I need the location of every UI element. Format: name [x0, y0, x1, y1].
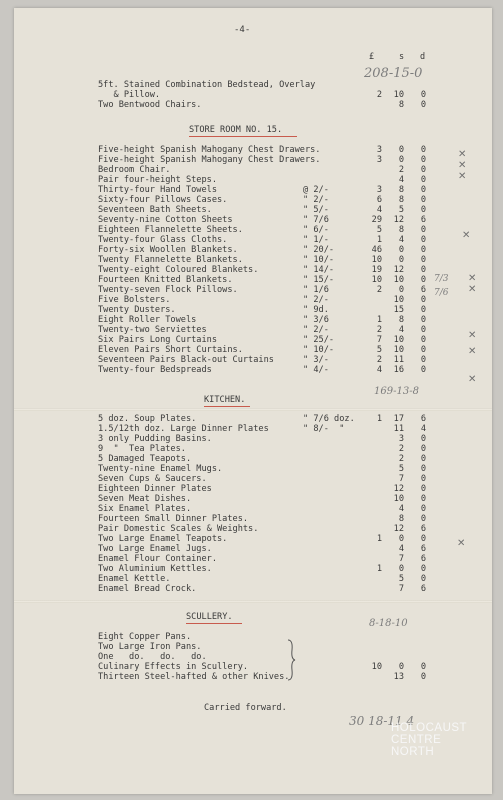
item-pence: 0	[420, 205, 426, 215]
line-item	[14, 365, 492, 375]
item-description: Culinary Effects in Scullery.	[98, 662, 249, 672]
item-pence: 0	[420, 494, 426, 504]
item-pence: 0	[420, 662, 426, 672]
item-shillings: 2	[398, 165, 404, 175]
line-item	[14, 444, 492, 454]
item-shillings: 7	[398, 474, 404, 484]
item-pounds: 7	[376, 335, 382, 345]
item-description: Twenty-seven Flock Pillows.	[98, 285, 238, 295]
item-shillings: 7	[398, 584, 404, 594]
line-item	[14, 80, 492, 90]
line-item	[14, 235, 492, 245]
item-description: Twenty-eight Coloured Blankets.	[98, 265, 259, 275]
item-pounds: 10	[371, 255, 382, 265]
item-pence: 6	[420, 524, 426, 534]
item-pounds: 6	[376, 195, 382, 205]
item-pence: 6	[420, 215, 426, 225]
line-item	[14, 514, 492, 524]
item-shillings: 5	[398, 205, 404, 215]
item-pence: 0	[420, 464, 426, 474]
item-description: Six Enamel Plates.	[98, 504, 192, 514]
item-shillings: 11	[393, 424, 404, 434]
item-description: 5ft. Stained Combination Bedstead, Overlay	[98, 80, 316, 90]
item-pence: 6	[420, 544, 426, 554]
item-pounds: 1	[376, 315, 382, 325]
item-description: Seven Meat Dishes.	[98, 494, 192, 504]
item-shillings: 3	[398, 434, 404, 444]
item-shillings: 12	[393, 524, 404, 534]
item-description: Thirty-four Hand Towels	[98, 185, 217, 195]
item-description: Seventeen Bath Sheets.	[98, 205, 212, 215]
item-pence: 0	[420, 185, 426, 195]
item-shillings: 7	[398, 554, 404, 564]
item-rate: " 2/-	[303, 195, 329, 205]
pencil-note: 7/6	[434, 288, 449, 298]
item-description: Fourteen Small Dinner Plates.	[98, 514, 249, 524]
item-pence: 6	[420, 414, 426, 424]
line-item	[14, 355, 492, 365]
item-pence: 0	[420, 345, 426, 355]
item-shillings: 0	[398, 285, 404, 295]
item-description: Two Aluminium Kettles.	[98, 564, 212, 574]
item-description: One do. do. do.	[98, 652, 207, 662]
item-pence: 0	[420, 235, 426, 245]
item-shillings: 8	[398, 315, 404, 325]
item-pounds: 4	[376, 205, 382, 215]
line-item	[14, 205, 492, 215]
item-description: Seventeen Pairs Black-out Curtains	[98, 355, 274, 365]
item-shillings: 2	[398, 454, 404, 464]
item-pence: 0	[420, 484, 426, 494]
item-pence: 0	[420, 155, 426, 165]
item-pounds: 19	[371, 265, 382, 275]
item-pence: 0	[420, 145, 426, 155]
item-description: Twenty Flannelette Blankets.	[98, 255, 243, 265]
line-item	[14, 285, 492, 295]
item-shillings: 5	[398, 464, 404, 474]
line-item	[14, 245, 492, 255]
item-shillings: 8	[398, 195, 404, 205]
item-pounds: 29	[371, 215, 382, 225]
item-pounds: 3	[376, 185, 382, 195]
check-mark-icon: ✕	[468, 346, 477, 357]
line-item	[14, 335, 492, 345]
item-shillings: 0	[398, 245, 404, 255]
item-shillings: 0	[398, 662, 404, 672]
item-pounds: 3	[376, 155, 382, 165]
item-description: Eight Roller Towels	[98, 315, 197, 325]
item-description: Two Large Enamel Teapots.	[98, 534, 228, 544]
item-rate: " 10/-	[303, 255, 335, 265]
item-shillings: 10	[393, 335, 404, 345]
line-item	[14, 474, 492, 484]
item-pounds: 2	[376, 285, 382, 295]
item-rate: " 2/-	[303, 295, 329, 305]
item-shillings: 4	[398, 325, 404, 335]
item-pence: 0	[420, 295, 426, 305]
line-item	[14, 265, 492, 275]
line-item	[14, 484, 492, 494]
pencil-note: 7/3	[434, 274, 449, 284]
item-shillings: 13	[393, 672, 404, 682]
item-pence: 6	[420, 285, 426, 295]
line-item	[14, 100, 492, 110]
check-mark-icon: ✕	[458, 160, 467, 171]
item-description: 9 " Tea Plates.	[98, 444, 186, 454]
item-rate: " 1/6	[303, 285, 329, 295]
line-item	[14, 632, 492, 642]
item-pence: 0	[420, 275, 426, 285]
item-shillings: 8	[398, 100, 404, 110]
item-shillings: 16	[393, 365, 404, 375]
item-pounds: 2	[376, 90, 382, 100]
paper-fold	[14, 408, 492, 411]
item-pence: 0	[420, 335, 426, 345]
section-heading: STORE ROOM NO. 15.	[189, 125, 283, 135]
item-rate: " 7/6	[303, 215, 329, 225]
item-description: & Pillow.	[98, 90, 161, 100]
line-item	[14, 414, 492, 424]
item-pounds: 10	[371, 275, 382, 285]
line-item	[14, 504, 492, 514]
pounds-column-header: £	[369, 52, 375, 62]
item-shillings: 8	[398, 514, 404, 524]
item-description: Eleven Pairs Short Curtains.	[98, 345, 243, 355]
item-pence: 0	[420, 454, 426, 464]
item-description: 3 only Pudding Basins.	[98, 434, 212, 444]
item-description: Six Pairs Long Curtains	[98, 335, 217, 345]
item-pounds: 4	[376, 365, 382, 375]
item-description: 5 doz. Soup Plates.	[98, 414, 197, 424]
item-rate: " 25/-	[303, 335, 335, 345]
item-rate: " 6/-	[303, 225, 329, 235]
item-pence: 0	[420, 265, 426, 275]
item-pence: 4	[420, 424, 426, 434]
pencil-section-total: 8-18-10	[369, 618, 408, 629]
item-rate: " 7/6 doz.	[303, 414, 355, 424]
pencil-section-total: 169-13-8	[374, 386, 419, 397]
item-pence: 6	[420, 554, 426, 564]
item-description: Enamel Kettle.	[98, 574, 171, 584]
item-rate: " 3/6	[303, 315, 329, 325]
item-shillings: 4	[398, 504, 404, 514]
item-rate: " 10/-	[303, 345, 335, 355]
item-pence: 0	[420, 574, 426, 584]
line-item	[14, 325, 492, 335]
item-description: Two Large Enamel Jugs.	[98, 544, 212, 554]
item-shillings: 12	[393, 484, 404, 494]
check-mark-icon: ✕	[468, 273, 477, 284]
item-pence: 6	[420, 584, 426, 594]
item-description: Seventy-nine Cotton Sheets	[98, 215, 233, 225]
item-pence: 0	[420, 474, 426, 484]
carried-forward-label: Carried forward.	[204, 703, 287, 713]
item-pence: 0	[420, 444, 426, 454]
item-description: Twenty Dusters.	[98, 305, 176, 315]
item-pence: 0	[420, 245, 426, 255]
line-item	[14, 544, 492, 554]
line-item	[14, 554, 492, 564]
item-pence: 0	[420, 225, 426, 235]
line-item	[14, 534, 492, 544]
line-item	[14, 574, 492, 584]
item-description: Enamel Bread Crock.	[98, 584, 197, 594]
item-pounds: 2	[376, 355, 382, 365]
item-shillings: 4	[398, 175, 404, 185]
line-item	[14, 672, 492, 682]
item-description: Sixty-four Pillows Cases.	[98, 195, 228, 205]
item-description: Thirteen Steel-hafted & other Knives.	[98, 672, 290, 682]
item-pence: 0	[420, 195, 426, 205]
item-pence: 0	[420, 315, 426, 325]
line-item	[14, 215, 492, 225]
item-shillings: 4	[398, 544, 404, 554]
item-shillings: 12	[393, 265, 404, 275]
document-page	[14, 8, 492, 794]
item-pounds: 1	[376, 564, 382, 574]
item-description: Twenty-two Serviettes	[98, 325, 207, 335]
page-number: -4-	[234, 25, 251, 35]
item-shillings: 8	[398, 225, 404, 235]
item-pence: 0	[420, 305, 426, 315]
line-item	[14, 305, 492, 315]
item-pence: 0	[420, 355, 426, 365]
line-item	[14, 524, 492, 534]
check-mark-icon: ✕	[458, 149, 467, 160]
shillings-column-header: s	[399, 52, 405, 62]
line-item	[14, 165, 492, 175]
line-item	[14, 155, 492, 165]
item-description: Seven Cups & Saucers.	[98, 474, 207, 484]
item-shillings: 2	[398, 444, 404, 454]
item-pence: 0	[420, 504, 426, 514]
line-item	[14, 90, 492, 100]
line-item	[14, 175, 492, 185]
line-item	[14, 584, 492, 594]
line-item	[14, 564, 492, 574]
line-item	[14, 145, 492, 155]
item-shillings: 0	[398, 145, 404, 155]
item-shillings: 0	[398, 155, 404, 165]
item-pence: 0	[420, 534, 426, 544]
section-heading: KITCHEN.	[204, 395, 246, 405]
item-shillings: 10	[393, 494, 404, 504]
item-shillings: 11	[393, 355, 404, 365]
item-rate: " 1/-	[303, 235, 329, 245]
pencil-top-total: 208-15-0	[364, 66, 423, 81]
item-shillings: 0	[398, 534, 404, 544]
item-description: Enamel Flour Container.	[98, 554, 217, 564]
item-description: Twenty-four Glass Cloths.	[98, 235, 228, 245]
item-rate: " 3/-	[303, 355, 329, 365]
brace-mark	[286, 638, 296, 682]
item-description: 1.5/12th doz. Large Dinner Plates	[98, 424, 269, 434]
item-shillings: 8	[398, 185, 404, 195]
item-rate: " 14/-	[303, 265, 335, 275]
item-description: Fourteen Knitted Blankets.	[98, 275, 233, 285]
item-shillings: 4	[398, 235, 404, 245]
item-description: Twenty-nine Enamel Mugs.	[98, 464, 223, 474]
pencil-bottom-total: 30 18-11 4	[349, 714, 415, 728]
item-shillings: 10	[393, 90, 404, 100]
heading-underline	[204, 406, 250, 407]
line-item	[14, 454, 492, 464]
line-item	[14, 662, 492, 672]
item-description: Bedroom Chair.	[98, 165, 171, 175]
item-shillings: 10	[393, 345, 404, 355]
item-description: Eight Copper Pans.	[98, 632, 192, 642]
section-heading: SCULLERY.	[186, 612, 233, 622]
item-rate: @ 2/-	[303, 185, 329, 195]
line-item	[14, 185, 492, 195]
item-description: Two Bentwood Chairs.	[98, 100, 202, 110]
item-pence: 0	[420, 672, 426, 682]
item-rate: " 15/-	[303, 275, 335, 285]
item-pence: 0	[420, 514, 426, 524]
item-rate: " 5/-	[303, 205, 329, 215]
item-description: Five-height Spanish Mahogany Chest Drawers.	[98, 155, 321, 165]
line-item	[14, 652, 492, 662]
check-mark-icon: ✕	[468, 330, 477, 341]
item-pence: 0	[420, 325, 426, 335]
item-pounds: 5	[376, 225, 382, 235]
item-pence: 0	[420, 564, 426, 574]
item-rate: " 20/-	[303, 245, 335, 255]
item-pounds: 10	[371, 662, 382, 672]
item-pence: 0	[420, 165, 426, 175]
line-item	[14, 255, 492, 265]
item-pounds: 1	[376, 534, 382, 544]
line-item	[14, 195, 492, 205]
line-item	[14, 642, 492, 652]
item-shillings: 10	[393, 295, 404, 305]
line-item	[14, 345, 492, 355]
item-rate: " 9d.	[303, 305, 329, 315]
check-mark-icon: ✕	[458, 171, 467, 182]
line-item	[14, 275, 492, 285]
pence-column-header: d	[420, 52, 426, 62]
item-description: Eighteen Dinner Plates	[98, 484, 212, 494]
item-shillings: 0	[398, 564, 404, 574]
item-rate: " 4/-	[303, 365, 329, 375]
item-description: Five-height Spanish Mahogany Chest Drawers.	[98, 145, 321, 155]
item-pence: 0	[420, 90, 426, 100]
item-pence: 0	[420, 365, 426, 375]
item-shillings: 10	[393, 275, 404, 285]
item-pence: 0	[420, 255, 426, 265]
line-item	[14, 494, 492, 504]
heading-underline	[189, 136, 297, 137]
item-description: Pair Domestic Scales & Weights.	[98, 524, 259, 534]
line-item	[14, 315, 492, 325]
item-pounds: 1	[376, 235, 382, 245]
line-item	[14, 434, 492, 444]
check-mark-icon: ✕	[462, 230, 471, 241]
item-description: Pair four-height Steps.	[98, 175, 217, 185]
item-pounds: 1	[376, 414, 382, 424]
item-description: Eighteen Flannelette Sheets.	[98, 225, 243, 235]
line-item	[14, 464, 492, 474]
item-shillings: 17	[393, 414, 404, 424]
heading-underline	[186, 623, 242, 624]
item-description: Two Large Iron Pans.	[98, 642, 202, 652]
item-rate: " 2/-	[303, 325, 329, 335]
line-item	[14, 424, 492, 434]
item-pounds: 5	[376, 345, 382, 355]
line-item	[14, 225, 492, 235]
item-description: 5 Damaged Teapots.	[98, 454, 192, 464]
item-rate: " 8/- "	[303, 424, 345, 434]
check-mark-icon: ✕	[457, 538, 466, 549]
item-pounds: 3	[376, 145, 382, 155]
item-description: Twenty-four Bedspreads	[98, 365, 212, 375]
item-pounds: 46	[371, 245, 382, 255]
item-pence: 0	[420, 100, 426, 110]
item-shillings: 5	[398, 574, 404, 584]
item-shillings: 15	[393, 305, 404, 315]
item-pence: 0	[420, 434, 426, 444]
holocaust-centre-north-logo: HOLOCAUST CENTRE NORTH	[391, 722, 468, 758]
item-shillings: 0	[398, 255, 404, 265]
check-mark-icon: ✕	[468, 284, 477, 295]
item-pounds: 2	[376, 325, 382, 335]
paper-fold	[14, 600, 492, 603]
line-item	[14, 295, 492, 305]
item-description: Forty-six Woollen Blankets.	[98, 245, 238, 255]
check-mark-icon: ✕	[468, 374, 477, 385]
item-pence: 0	[420, 175, 426, 185]
item-shillings: 12	[393, 215, 404, 225]
item-description: Five Bolsters.	[98, 295, 171, 305]
